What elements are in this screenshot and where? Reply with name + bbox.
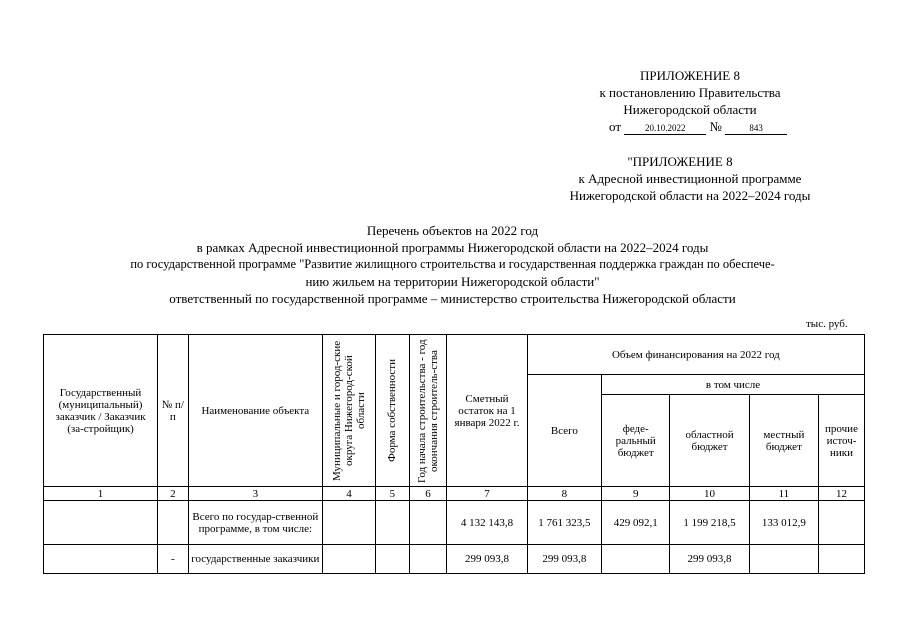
cell-federal: 429 092,1 <box>602 501 670 545</box>
cell-name: государственные заказчики <box>188 545 322 574</box>
cell-federal <box>602 545 670 574</box>
col-number: 8 <box>527 487 601 501</box>
header-local: местный бюджет <box>749 395 818 487</box>
col-number: 9 <box>602 487 670 501</box>
decree-date-line <box>609 118 787 135</box>
appendix2-title: "ПРИЛОЖЕНИЕ 8 <box>627 154 733 169</box>
cell-other <box>819 501 865 545</box>
col-number: 7 <box>447 487 527 501</box>
cell-local <box>749 545 818 574</box>
cell-years <box>409 545 447 574</box>
header-name: Наименование объекта <box>188 335 322 487</box>
column-number-row <box>44 487 865 501</box>
cell-num <box>158 501 189 545</box>
table-row <box>44 501 865 545</box>
cell-ownership <box>376 501 410 545</box>
col-number: 12 <box>819 487 865 501</box>
header-financing: Объем финансирования на 2022 год <box>527 335 864 375</box>
header-municipal: Муниципальные и город-ские округа Нижегород-ской области <box>323 335 376 487</box>
cell-regional: 1 199 218,5 <box>670 501 749 545</box>
cell-total: 299 093,8 <box>527 545 601 574</box>
header-years: Год начала строительства - год окончания строитель-ства <box>409 335 447 487</box>
header-num: № п/п <box>158 335 189 487</box>
cell-ownership <box>376 545 410 574</box>
cell-total: 1 761 323,5 <box>527 501 601 545</box>
appendix-line2: Нижегородской области <box>623 102 757 117</box>
cell-estimate: 4 132 143,8 <box>447 501 527 545</box>
doc-title-line5: ответственный по государственной программе – министерство строительства Нижегородской области <box>169 291 736 306</box>
col-number: 11 <box>749 487 818 501</box>
table-row <box>44 545 865 574</box>
doc-title-line1: Перечень объектов на 2022 год <box>366 223 539 238</box>
cell-municipal <box>323 545 376 574</box>
appendix2-line1: к Адресной инвестиционной программе <box>578 171 802 186</box>
appendix-line1: к постановлению Правительства <box>599 85 781 100</box>
cell-regional: 299 093,8 <box>670 545 749 574</box>
header-ownership: Форма собственности <box>376 335 410 487</box>
header-other: прочие источ-ники <box>819 395 865 487</box>
cell-name: Всего по государ-ственной программе, в том числе: <box>188 501 322 545</box>
cell-customer <box>44 545 158 574</box>
col-number: 5 <box>376 487 410 501</box>
header-federal: феде-ральный бюджет <box>602 395 670 487</box>
header-estimate: Сметный остаток на 1 января 2022 г. <box>447 335 527 487</box>
cell-municipal <box>323 501 376 545</box>
col-number: 4 <box>323 487 376 501</box>
cell-customer <box>44 501 158 545</box>
col-number: 3 <box>188 487 322 501</box>
col-number: 10 <box>670 487 749 501</box>
appendix-title: ПРИЛОЖЕНИЕ 8 <box>640 68 740 83</box>
cell-num: - <box>158 545 189 574</box>
cell-other <box>819 545 865 574</box>
col-number: 2 <box>158 487 189 501</box>
header-regional: областной бюджет <box>670 395 749 487</box>
objects-table <box>43 334 865 574</box>
doc-title-line2: в рамках Адресной инвестиционной программы Нижегородской области на 2022–2024 годы <box>196 240 709 255</box>
appendix2-line2: Нижегородской области на 2022–2024 годы <box>569 188 811 203</box>
number-label: № <box>709 119 722 134</box>
col-number: 1 <box>44 487 158 501</box>
header-customer: Государственный (муниципальный) заказчик / Заказчик (за-стройщик) <box>44 335 158 487</box>
cell-local: 133 012,9 <box>749 501 818 545</box>
doc-title-line4: нию жильем на территории Нижегородской области" <box>305 274 600 289</box>
header-row-1 <box>44 335 865 375</box>
units-label: тыс. руб. <box>806 318 848 330</box>
decree-date: 20.10.2022 <box>624 123 706 135</box>
decree-number: 843 <box>725 123 787 135</box>
header-including: в том числе <box>602 375 865 395</box>
from-label: от <box>609 119 622 134</box>
doc-title-line3: по государственной программе "Развитие жилищного строительства и государственная поддержка граждан по обеспече- <box>130 257 775 271</box>
cell-estimate: 299 093,8 <box>447 545 527 574</box>
cell-years <box>409 501 447 545</box>
header-total: Всего <box>527 375 601 487</box>
col-number: 6 <box>409 487 447 501</box>
